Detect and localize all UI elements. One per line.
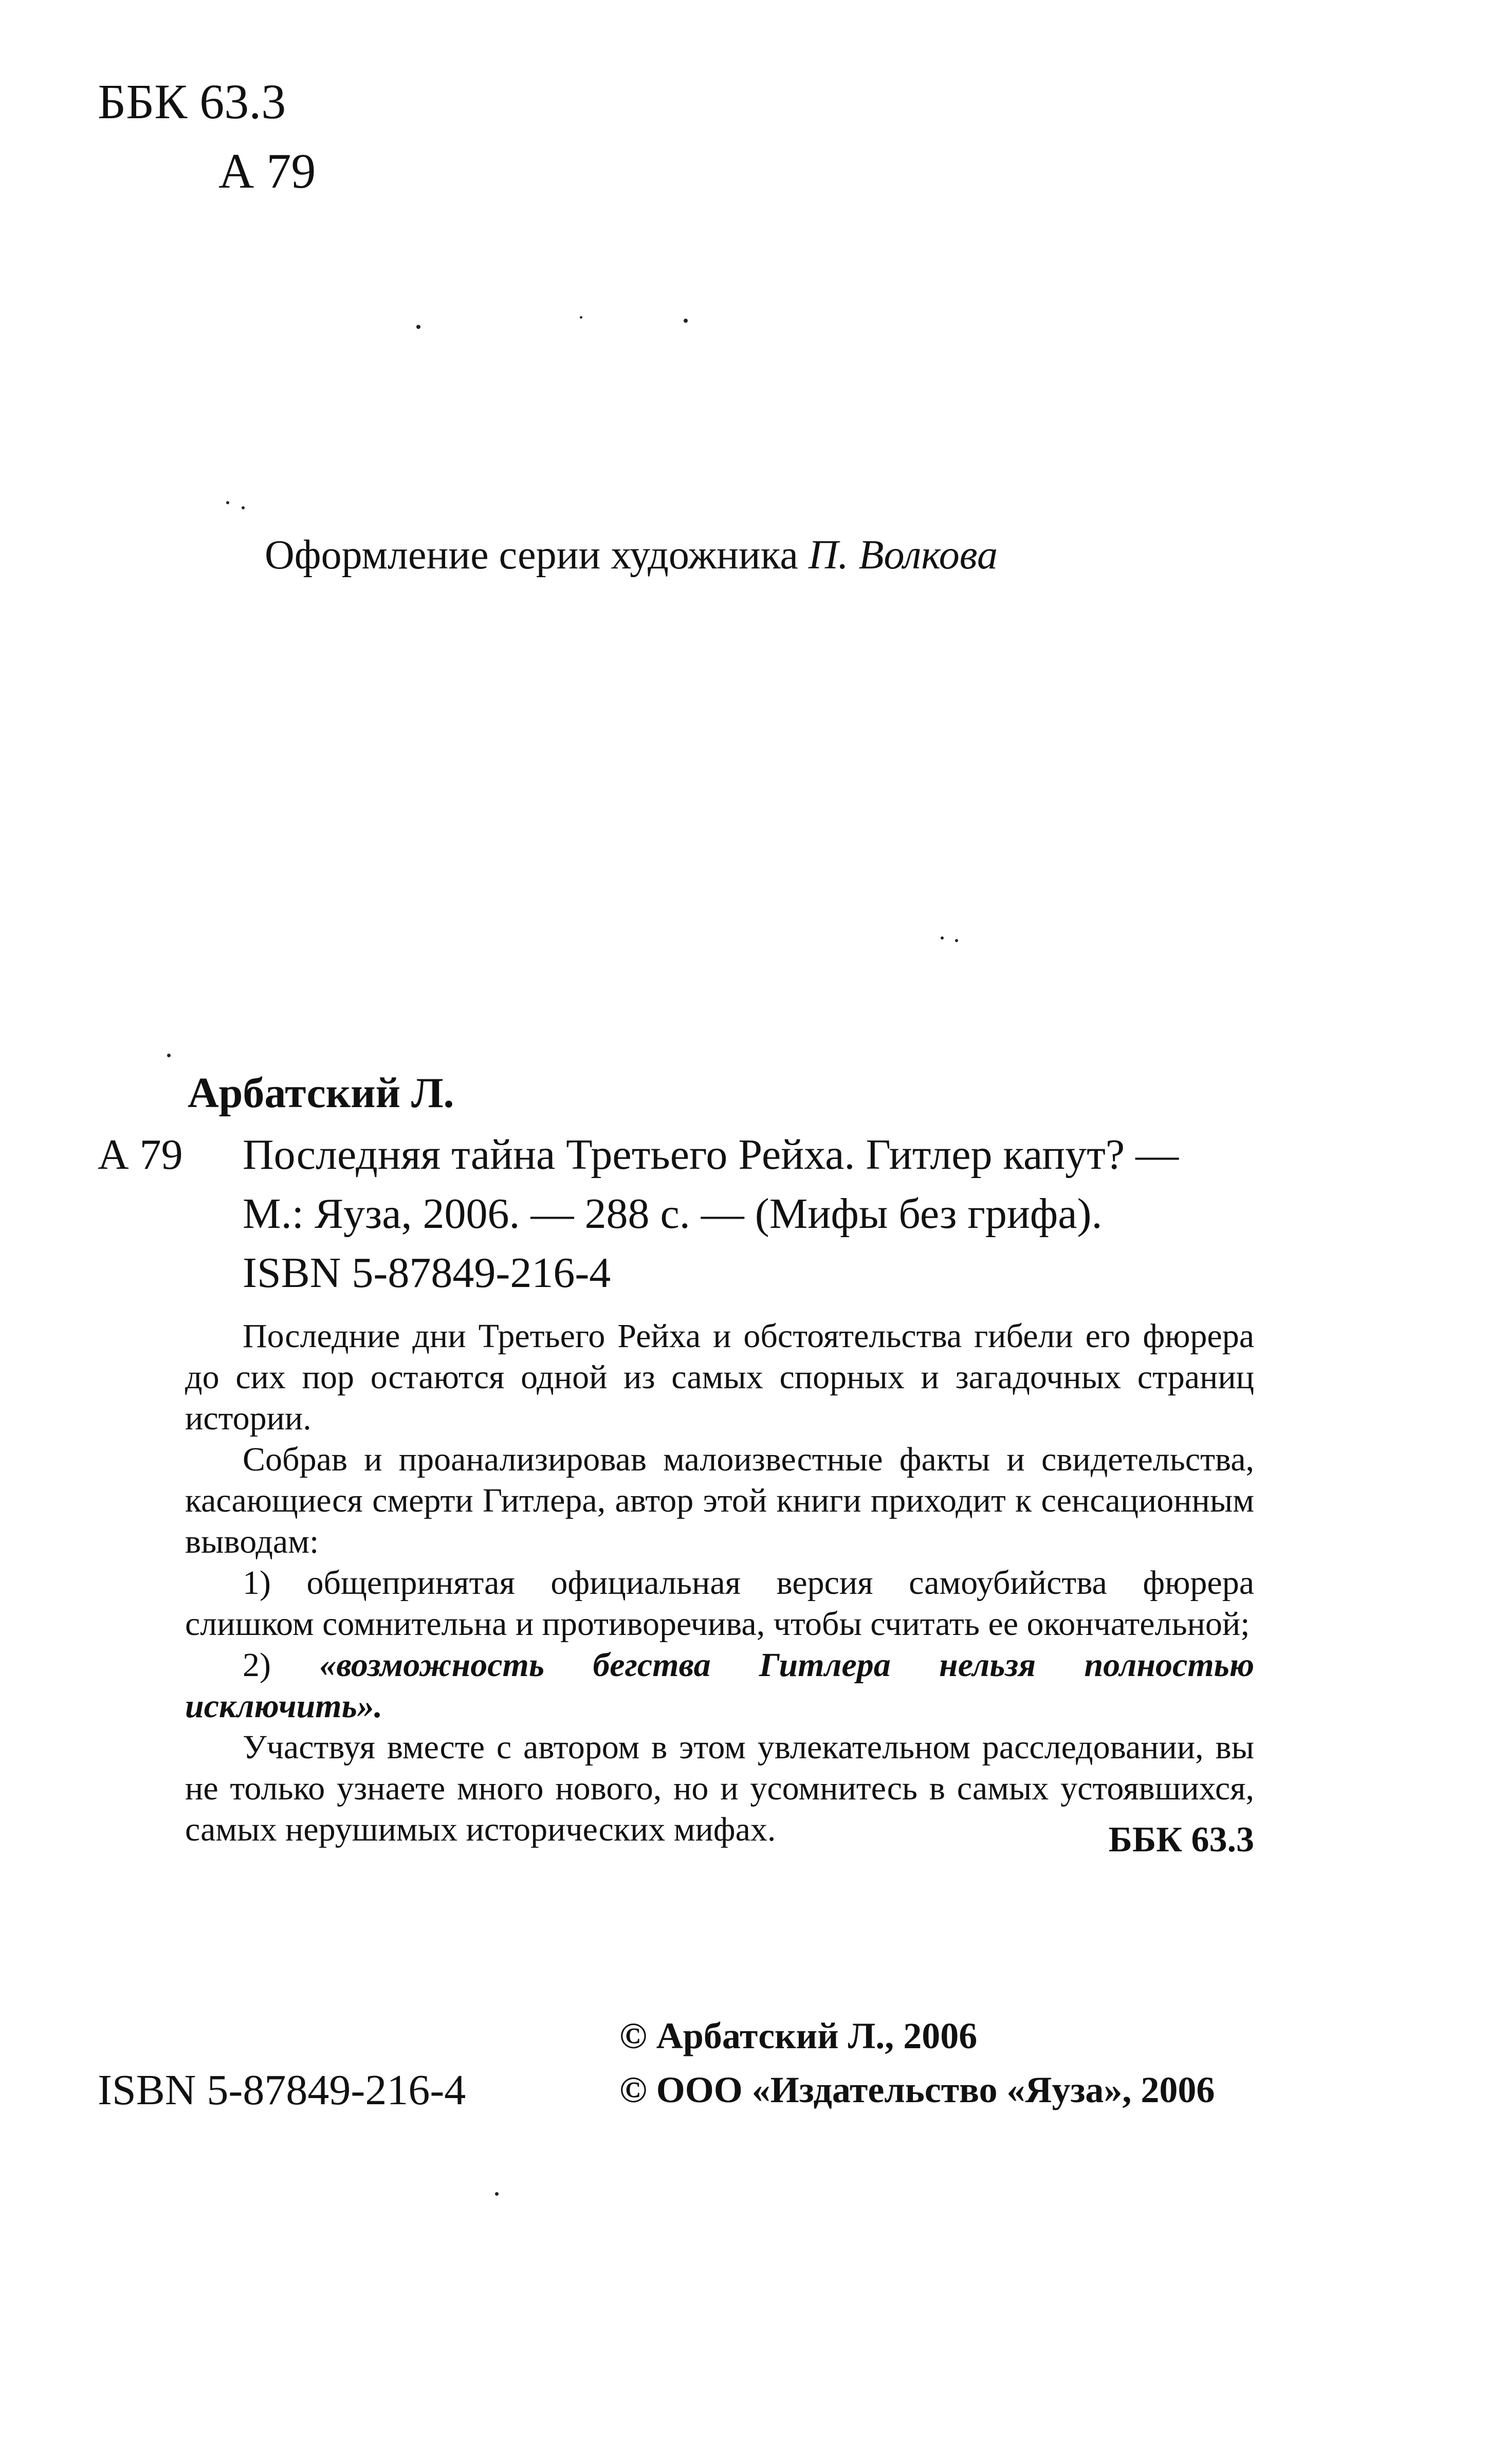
copyright-author: © Арбатский Л., 2006 (619, 2015, 978, 2056)
catalog-title-line: Последняя тайна Третьего Рейха. Гитлер капут? — (243, 1131, 1179, 1179)
catalog-author: Арбатский Л. (188, 1069, 454, 1117)
bbk-code: ББК 63.3 (98, 74, 286, 129)
scan-speck (495, 2192, 499, 2196)
scan-speck (955, 939, 958, 942)
scan-speck (167, 1054, 171, 1057)
catalog-isbn-line: ISBN 5-87849-216-4 (243, 1249, 611, 1297)
annotation-paragraph: Участвуя вместе с автором в этом увлекательном расследовании, вы не только узнаете много нового, но и усомнитесь в самых устоявшихся, самых нерушимых исторических мифах. (185, 1729, 1254, 1848)
scan-speck (242, 506, 245, 509)
annotation-paragraph: Последние дни Третьего Рейха и обстоятельства гибели его фюрера до сих пор остаются одной из самых спорных и загадочных страниц истории. (185, 1317, 1254, 1437)
annotation-paragraph: Собрав и проанализировав малоизвестные факты и свидетельства, касающиеся смерти Гитлера, автор этой книги приходит к сенсационным выводам: (185, 1441, 1254, 1560)
copyright-publisher: © ООО «Издательство «Яуза», 2006 (619, 2069, 1215, 2110)
catalog-imprint-line: М.: Яуза, 2006. — 288 с. — (Мифы без грифа). (243, 1190, 1103, 1238)
catalog-author-mark: А 79 (98, 1131, 183, 1179)
design-credit-artist: П. Волкова (808, 532, 998, 578)
list-item-number: 2) (243, 1646, 320, 1684)
author-mark: А 79 (218, 143, 316, 198)
scan-speck (416, 325, 420, 329)
design-credit (265, 532, 998, 578)
annotation-list-item: 1) общепринятая официальная версия самоубийства фюрера слишком сомнительна и противоречива, чтобы считать ее окончательной; (185, 1564, 1254, 1643)
scan-speck (941, 936, 944, 940)
annotation (185, 1316, 1254, 1850)
design-credit-text: Оформление серии художника (265, 532, 798, 578)
bbk-bottom-code: ББК 63.3 (1108, 1820, 1254, 1860)
list-item-emphasis: «возможность бегства Гитлера нельзя полностью исключить». (185, 1646, 1254, 1725)
scan-speck (684, 319, 688, 323)
annotation-list-item (185, 1645, 1254, 1727)
isbn: ISBN 5-87849-216-4 (98, 2066, 466, 2114)
scan-speck (226, 501, 229, 504)
scan-speck (580, 316, 582, 319)
